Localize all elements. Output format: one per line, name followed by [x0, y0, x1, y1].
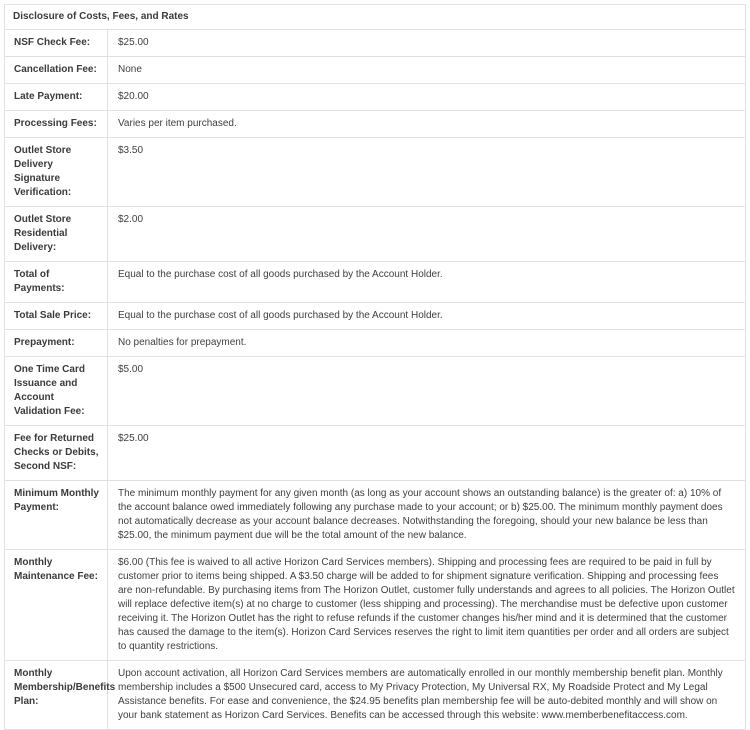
fee-value: $5.00: [108, 357, 746, 426]
fee-label: Outlet Store Residential Delivery:: [5, 207, 108, 262]
table-row: [5, 111, 746, 138]
fee-label: Processing Fees:: [5, 111, 108, 138]
fee-value: $6.00 (This fee is waived to all active Horizon Card Services members). Shipping and processing fees are required to be paid in full by customer prior to items being shipped. A $3.50 charge will be added to for shipment signature verification. Shipping and processing fees are non-refundable. By purchasing items from The Horizon Outlet, customer fully understands and agrees to all policies. The Horizon Outlet will replace defective item(s) at no charge to customer (less shipping and processing). The merchandise must be defective upon customer receiving it. The Horizon Outlet has the right to refuse refunds if the customer changes his/her mind and it is determined that the customer has caused the damage to the item(s). Horizon Card Services reserves the right to limit item quantities per order and all orders are subject to quantity restrictions.: [108, 550, 746, 661]
table-row: [5, 303, 746, 330]
fee-label: Monthly Maintenance Fee:: [5, 550, 108, 661]
table-title: Disclosure of Costs, Fees, and Rates: [5, 5, 746, 30]
fee-label: Prepayment:: [5, 330, 108, 357]
table-row: [5, 330, 746, 357]
fee-value: $25.00: [108, 30, 746, 57]
fee-value: $25.00: [108, 426, 746, 481]
table-row: [5, 426, 746, 481]
fee-label: Fee for Returned Checks or Debits, Second NSF:: [5, 426, 108, 481]
fee-value: $3.50: [108, 138, 746, 207]
fee-value: Varies per item purchased.: [108, 111, 746, 138]
table-row: [5, 138, 746, 207]
table-row: [5, 661, 746, 730]
fee-value: $2.00: [108, 207, 746, 262]
table-row: [5, 481, 746, 550]
table-row: [5, 262, 746, 303]
fee-label: Minimum Monthly Payment:: [5, 481, 108, 550]
fee-value: Equal to the purchase cost of all goods purchased by the Account Holder.: [108, 262, 746, 303]
fee-label: One Time Card Issuance and Account Validation Fee:: [5, 357, 108, 426]
table-row: [5, 84, 746, 111]
fee-value: None: [108, 57, 746, 84]
fee-value: Upon account activation, all Horizon Card Services members are automatically enrolled in our monthly membership benefit plan. Monthly membership includes a $500 Unsecured card, access to My Privacy Protection, My Universal RX, My Roadside Protect and My Legal Assistance benefits. For ease and convenience, the $24.95 benefits plan membership fee will be auto-debited monthly and will show on your bank statement as Horizon Card Services. Benefits can be accessed through this website: www.memberbenefitaccess.com.: [108, 661, 746, 730]
table-row: [5, 207, 746, 262]
table-header-row: [5, 5, 746, 30]
fee-label: Cancellation Fee:: [5, 57, 108, 84]
fees-disclosure-table: [4, 4, 746, 730]
fee-label: NSF Check Fee:: [5, 30, 108, 57]
fee-label: Monthly Membership/Benefits Plan:: [5, 661, 108, 730]
table-row: [5, 57, 746, 84]
fee-label: Late Payment:: [5, 84, 108, 111]
fee-value: Equal to the purchase cost of all goods purchased by the Account Holder.: [108, 303, 746, 330]
fee-label: Total of Payments:: [5, 262, 108, 303]
table-row: [5, 550, 746, 661]
fee-value: The minimum monthly payment for any given month (as long as your account shows an outstanding balance) is the greater of: a) 10% of the account balance owed immediately following any purchase made to your account; or b) $25.00. The minimum monthly payment does not automatically decrease as your account balance decreases. Notwithstanding the foregoing, should your new balance be less than $25.00, the minimum payment due will be the total amount of the new balance.: [108, 481, 746, 550]
fee-label: Outlet Store Delivery Signature Verification:: [5, 138, 108, 207]
fee-value: No penalties for prepayment.: [108, 330, 746, 357]
fee-value: $20.00: [108, 84, 746, 111]
fee-label: Total Sale Price:: [5, 303, 108, 330]
table-row: [5, 357, 746, 426]
table-row: [5, 30, 746, 57]
